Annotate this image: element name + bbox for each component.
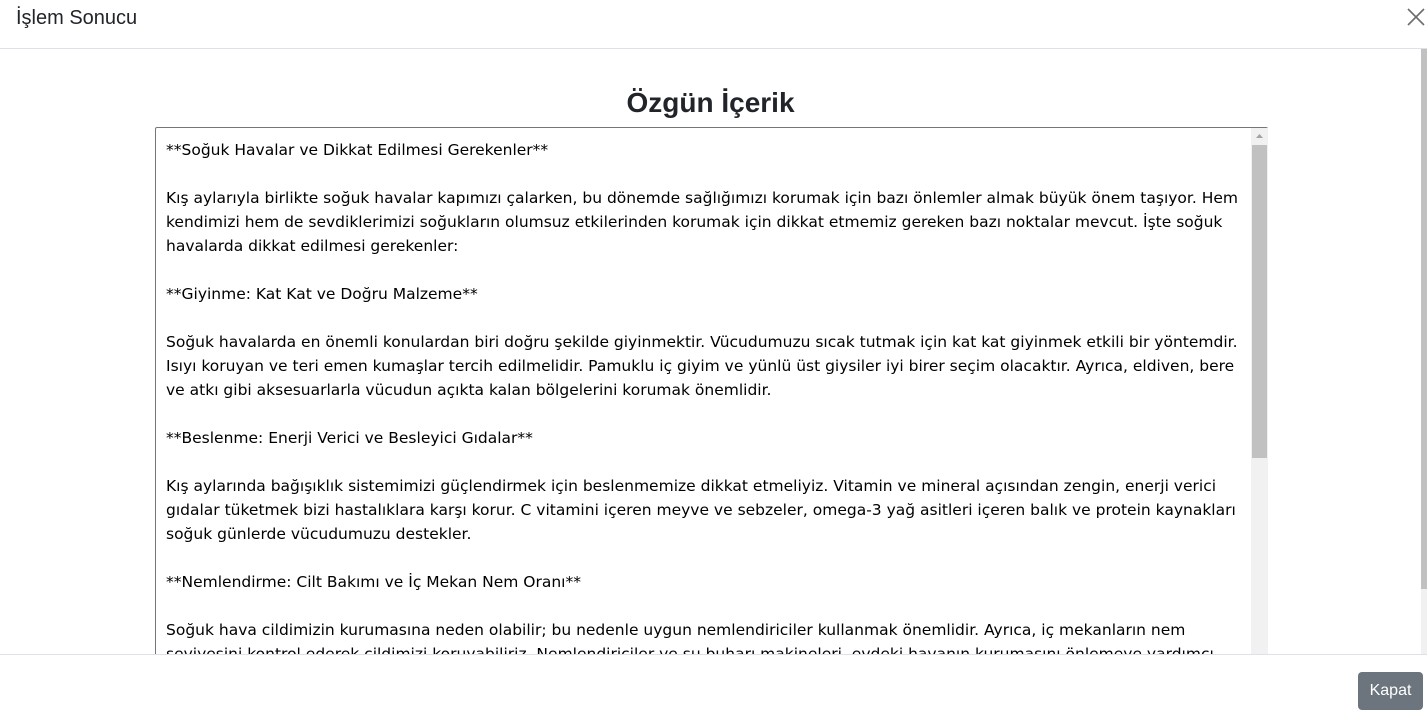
modal-header [0,0,1427,49]
blank-line [166,594,1246,618]
text-paragraph: **Giyinme: Kat Kat ve Doğru Malzeme** [166,285,478,303]
textarea-scroll-thumb[interactable] [1252,145,1267,458]
textarea-text [166,138,1246,690]
page-scroll-thumb[interactable] [1421,49,1427,589]
text-paragraph: Soğuk hava cildimizin kurumasına neden olabilir; bu nedenle uygun nemlendiriciler kullanmak önemlidir. Ayrıca, iç mekanların nem [166,621,1186,639]
text-paragraph: **Soğuk Havalar ve Dikkat Edilmesi Gerekenler** [166,141,549,159]
scroll-up-arrow-icon[interactable] [1251,128,1268,145]
text-paragraph: **Nemlendirme: Cilt Bakımı ve İç Mekan Nem Oranı** [166,573,581,591]
page-scrollbar[interactable] [1421,49,1427,654]
modal-footer [0,654,1427,714]
blank-line [166,258,1246,282]
modal-body [0,49,1421,654]
close-button[interactable]: Kapat [1358,672,1423,710]
text-paragraph: Kış aylarında bağışıklık sistemimizi güçlendirmek için beslenmemize dikkat etmeliyiz. Vitamin ve mineral açısından zengin, enerji verici gıdalar tüketmek bizi hastalıklara karşı korur. C vitamini içeren meyve ve sebzeler, omega-3 yağ asitleri içeren balık ve protein kaynakları soğuk günlerde vücudumuzu destekler. [166,477,1241,543]
blank-line [166,402,1246,426]
blank-line [166,162,1246,186]
text-paragraph: **Beslenme: Enerji Verici ve Besleyici Gıdalar** [166,429,533,447]
content-title: Özgün İçerik [626,87,795,118]
blank-line [166,546,1246,570]
blank-line [166,450,1246,474]
textarea-scrollbar[interactable] [1251,128,1268,668]
text-paragraph: Kış aylarıyla birlikte soğuk havalar kapımızı çalarken, bu dönemde sağlığımızı korumak için bazı önlemler almak büyük önem taşıyor. Hem kendimizi hem de sevdiklerimizi soğukların olumsuz etkilerinden korumak için dikkat etmemiz gereken bazı noktalar mevcut. İşte soğuk havalarda dikkat edilmesi gerekenler: [166,189,1243,255]
blank-line [166,306,1246,330]
text-paragraph: Soğuk havalarda en önemli konulardan biri doğru şekilde giyinmektir. Vücudumuzu sıcak tutmak için kat kat giyinmek etkili bir yöntemdir. Isıyı koruyan ve teri emen kumaşlar tercih edilmelidir. Pamuklu iç giyim ve yünlü üst giysiler iyi birer seçim olacaktır. Ayrıca, eldiven, bere ve atkı gibi aksesuarlarla vücudun açıkta kalan bölgelerini korumak önemlidir. [166,333,1243,399]
content-textarea[interactable] [155,127,1268,667]
close-icon[interactable] [1404,4,1428,30]
modal-title: İşlem Sonucu [16,7,138,29]
